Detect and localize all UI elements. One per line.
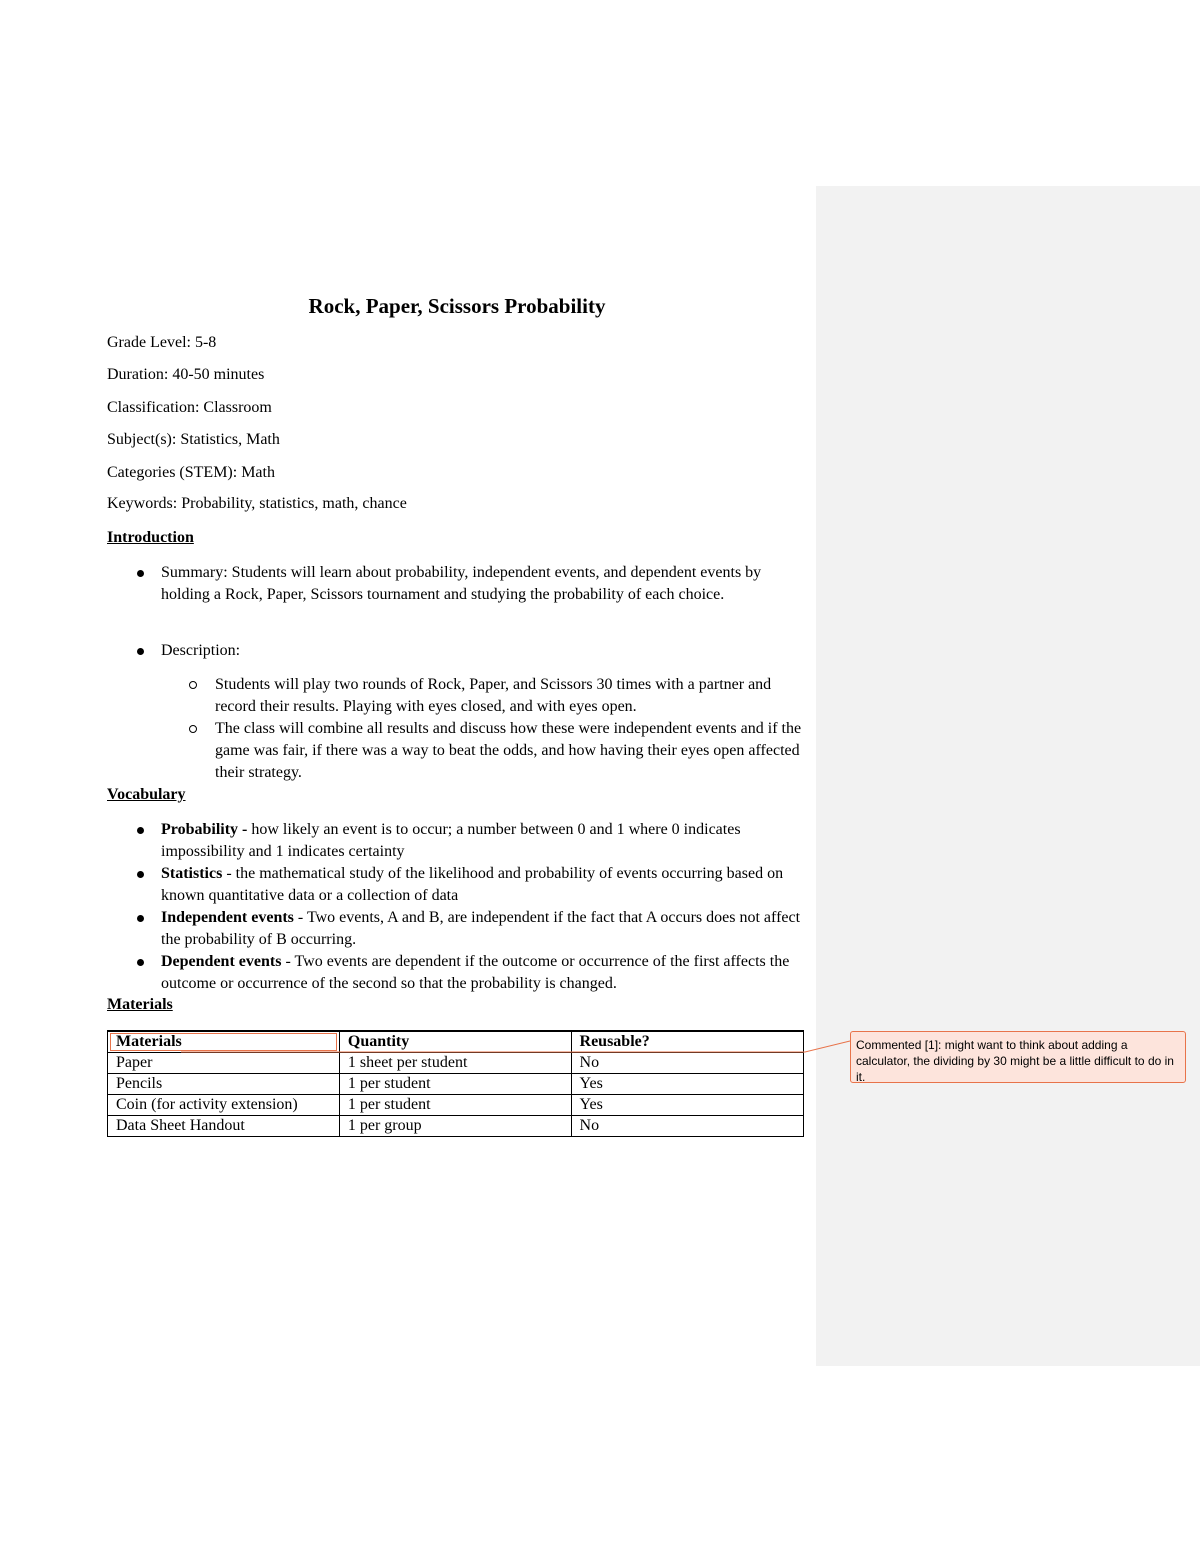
table-cell: Data Sheet Handout (108, 1116, 340, 1137)
table-cell: 1 per student (339, 1074, 571, 1095)
comment-margin-pane (816, 186, 1200, 1366)
table-cell: No (571, 1116, 803, 1137)
comment-text: might want to think about adding a calculator, the dividing by 30 might be a little difficult to do in it. (856, 1038, 1174, 1084)
summary-item: Summary: Students will learn about probability, independent events, and dependent events by holding a Rock, Paper, Scissors tournament and studying the probability of each choice. (107, 562, 807, 606)
table-row (108, 1074, 804, 1095)
vocabulary-definition: how likely an event is to occur; a number between 0 and 1 where 0 indicates impossibility and 1 indicates certainty (161, 821, 741, 860)
table-row (108, 1095, 804, 1116)
vocabulary-definition: - Two events, A and B, are independent if the fact that A occurs does not affect the probability of B occurring. (161, 909, 801, 948)
table-cell: Pencils (108, 1074, 340, 1095)
vocabulary-term: Independent events (161, 909, 294, 926)
description-list (107, 640, 807, 662)
comment-label: Commented [1]: (856, 1038, 942, 1052)
vocabulary-term: Probability - (161, 821, 248, 838)
table-cell: Yes (571, 1095, 803, 1116)
vocabulary-heading: Vocabulary (107, 786, 186, 803)
meta-categories: Categories (STEM): Math (107, 464, 275, 481)
vocabulary-item (107, 863, 807, 907)
meta-keywords: Keywords: Probability, statistics, math, chance (107, 495, 407, 512)
meta-grade-level: Grade Level: 5-8 (107, 334, 217, 351)
vocabulary-list (107, 819, 807, 995)
materials-heading: Materials (107, 996, 173, 1013)
table-header-row (108, 1031, 804, 1053)
introduction-list (107, 562, 807, 606)
materials-table (107, 1030, 804, 1137)
vocabulary-item (107, 819, 807, 863)
vocabulary-term: Statistics (161, 865, 223, 882)
description-sublist (107, 674, 807, 784)
table-row (108, 1053, 804, 1074)
table-cell: Paper (108, 1053, 340, 1074)
document-title: Rock, Paper, Scissors Probability (308, 294, 606, 318)
table-cell: Coin (for activity extension) (108, 1095, 340, 1116)
column-header: Reusable? (571, 1031, 803, 1053)
meta-classification: Classification: Classroom (107, 399, 272, 416)
meta-subjects: Subject(s): Statistics, Math (107, 431, 280, 448)
table-cell: 1 per student (339, 1095, 571, 1116)
vocabulary-definition: - the mathematical study of the likelihood and probability of events occurring based on known quantitative data or a collection of data (161, 865, 784, 904)
vocabulary-item (107, 907, 807, 951)
table-cell: 1 sheet per student (339, 1053, 571, 1074)
table-cell: 1 per group (339, 1116, 571, 1137)
description-item: Description: (107, 640, 807, 662)
vocabulary-term: Dependent events (161, 953, 282, 970)
table-row (108, 1116, 804, 1137)
meta-duration: Duration: 40-50 minutes (107, 366, 265, 383)
description-subitem: Students will play two rounds of Rock, Paper, and Scissors 30 times with a partner and record their results. Playing with eyes closed, and with eyes open. (107, 674, 807, 718)
introduction-heading: Introduction (107, 529, 194, 546)
vocabulary-item (107, 951, 807, 995)
comment-balloon[interactable] (850, 1031, 1186, 1083)
table-cell: Yes (571, 1074, 803, 1095)
vocabulary-definition: - Two events are dependent if the outcome or occurrence of the first affects the outcome or occurrence of the second so that the probability is changed. (161, 953, 790, 992)
column-header: Materials (108, 1031, 340, 1053)
description-subitem: The class will combine all results and discuss how these were independent events and if the game was fair, if there was a way to beat the odds, and how having their eyes open affected their strategy. (107, 718, 807, 784)
table-cell: No (571, 1053, 803, 1074)
column-header: Quantity (339, 1031, 571, 1053)
